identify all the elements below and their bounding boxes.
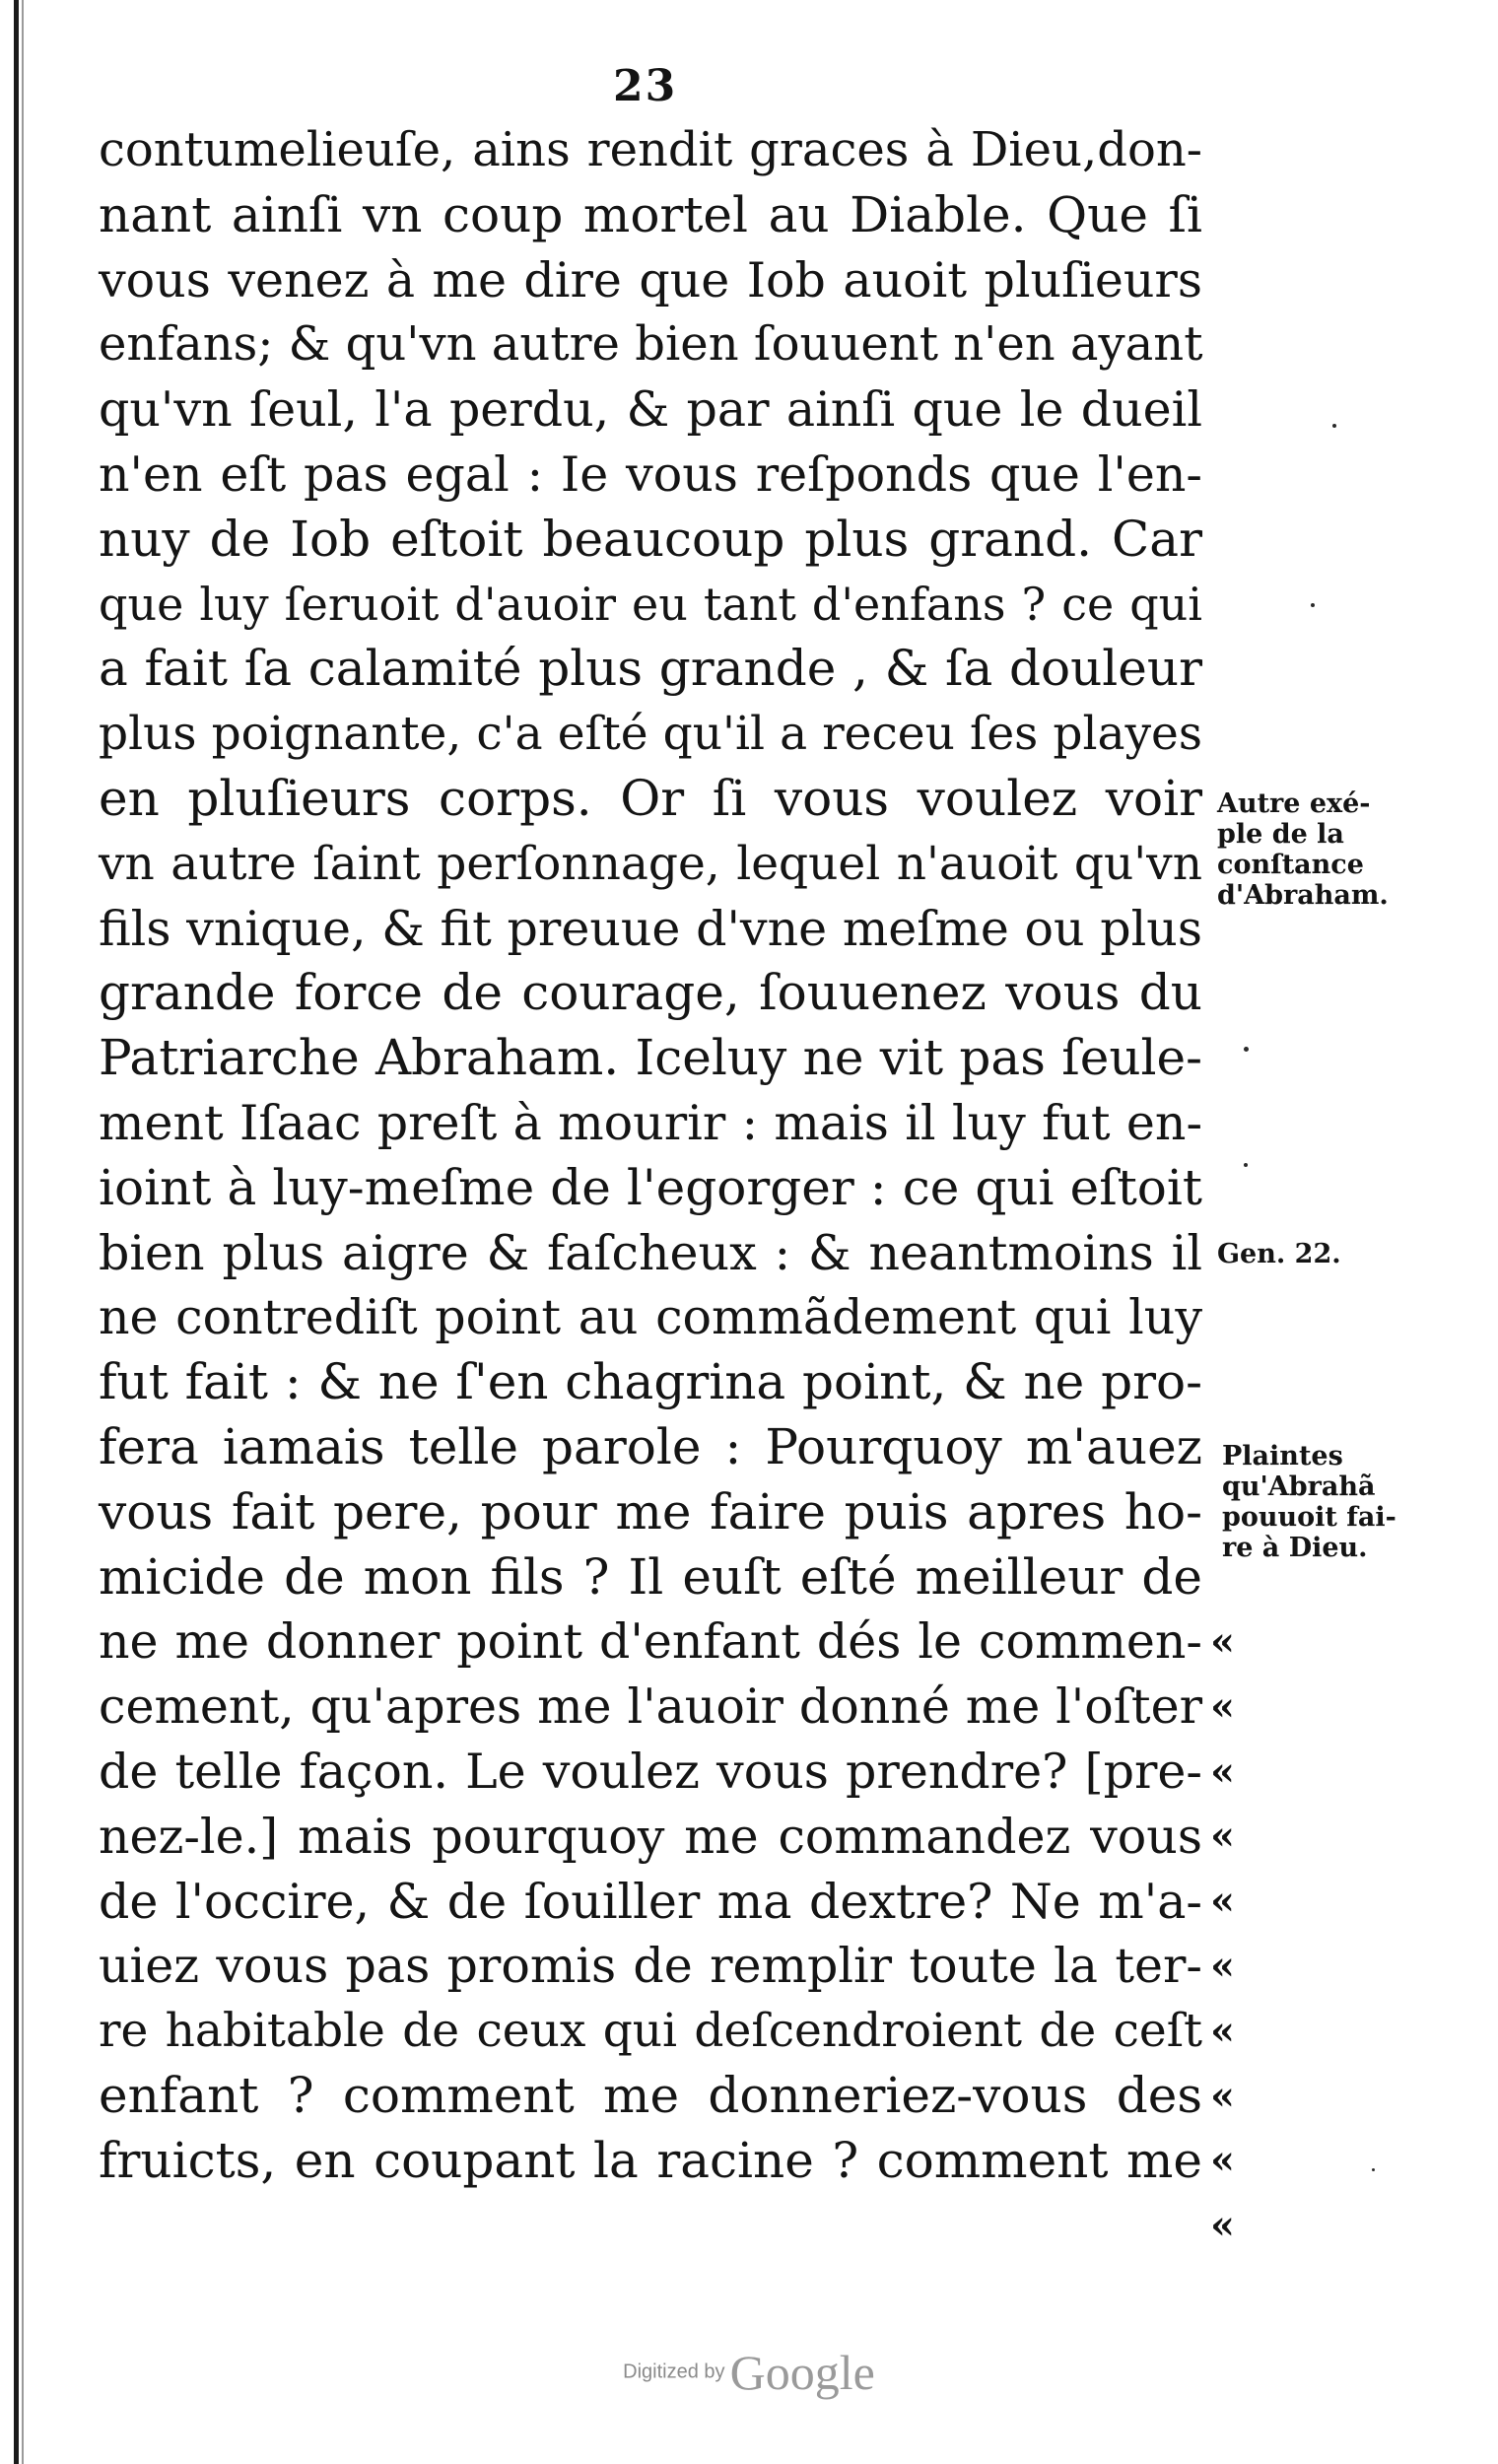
margin-note-line: re à Dieu. (1222, 1533, 1368, 1563)
text-line: fruicts, en coupant la racine ? comment me (99, 2131, 1202, 2189)
quote-mark: « (1210, 1813, 1235, 1860)
quote-mark: « (1210, 2202, 1235, 2249)
quote-mark: « (1210, 2072, 1235, 2119)
margin-note-line: qu'Abrahã (1222, 1472, 1376, 1502)
text-line: que luy ſeruoit d'auoir eu tant d'enfans ? ce qui (99, 577, 1202, 631)
text-line: de telle façon. Le voulez vous prendre? [pre- (99, 1743, 1202, 1800)
digitization-watermark (0, 2344, 1498, 2401)
text-line: en pluſieurs corps. Or ſi vous voulez voir (99, 769, 1202, 827)
ink-speck (1244, 1047, 1249, 1052)
text-line: cement, qu'apres me l'auoir donné me l'oſter (99, 1678, 1202, 1736)
text-line: vous venez à me dire que Iob auoit pluſieurs (99, 251, 1202, 308)
text-line: enfant ? comment me donneriez-vous des (99, 2066, 1202, 2124)
text-line: contumelieuſe, ains rendit graces à Dieu,don- (99, 122, 1202, 177)
text-line: vous fait pere, pour me faire puis apres ho- (99, 1482, 1202, 1540)
text-line: bien plus aigre & faſcheux : & neantmoins il (99, 1224, 1202, 1281)
ink-speck (1332, 424, 1336, 428)
text-line: nuy de Iob eſtoit beaucoup plus grand. Car (99, 510, 1202, 568)
text-line: ment Iſaac preſt à mourir : mais il luy fut en- (99, 1094, 1202, 1151)
text-line: fut fait : & ne ſ'en chagrina point, & ne pro- (99, 1353, 1202, 1411)
text-line: uiez vous pas promis de remplir toute la ter- (99, 1938, 1202, 1995)
text-line: nant ainſi vn coup mortel au Diable. Que ſi (99, 185, 1202, 243)
quote-mark: « (1210, 1942, 1235, 1989)
text-line: vn autre ſaint perſonnage, lequel n'auoit qu'vn (99, 836, 1202, 891)
quote-mark: « (1210, 1747, 1235, 1795)
text-line: n'en eſt pas egal : Ie vous reſponds que l'en- (99, 445, 1202, 503)
google-logo: Google (729, 2345, 875, 2400)
text-line: Patriarche Abraham. Iceluy ne vit pas ſeule- (99, 1029, 1202, 1087)
text-line: qu'vn ſeul, l'a perdu, & par ainſi que le dueil (99, 381, 1202, 439)
text-line: ne contrediſt point au commãdement qui luy (99, 1289, 1202, 1346)
digitized-by-label: Digitized by (623, 2361, 725, 2383)
margin-note-line: Gen. 22. (1217, 1239, 1341, 1269)
page-spine-edge (14, 0, 19, 2464)
text-line: enfans; & qu'vn autre bien ſouuent n'en ayant (99, 316, 1203, 373)
text-line: re habitable de ceux qui deſcendroient de ceſt (99, 2004, 1202, 2059)
ink-speck (1311, 603, 1315, 607)
quotation-mark-column (1210, 118, 1250, 2258)
quote-mark: « (1210, 1682, 1235, 1730)
main-text-block (99, 118, 1202, 2194)
text-line: micide de mon fils ? Il euſt eſté meilleur de (99, 1547, 1202, 1606)
text-line: de l'occire, & de ſouiller ma dextre? Ne m'a- (99, 1873, 1202, 1930)
margin-note-line: Autre exé- (1217, 788, 1371, 819)
margin-note-line: Plaintes (1222, 1441, 1343, 1472)
margin-note-complaints (1222, 1441, 1396, 1563)
quote-mark: « (1210, 2137, 1235, 2184)
text-line: ioint à luy-meſme de l'egorger : ce qui eſtoit (99, 1158, 1202, 1216)
ink-speck (1244, 1163, 1248, 1167)
margin-note-abraham-constance (1217, 788, 1389, 911)
margin-note-line: d'Abraham. (1217, 880, 1389, 911)
margin-note-line: pouuoit fai- (1222, 1502, 1396, 1533)
text-line: a fait ſa calamité plus grande , & ſa douleur (99, 640, 1202, 698)
text-line: grande force de courage, ſouuenez vous du (99, 964, 1202, 1022)
margin-note-line: conſtance (1217, 850, 1364, 880)
text-line: nez-le.] mais pourquoy me commandez vous (99, 1808, 1202, 1865)
margin-note-genesis-reference (1217, 1239, 1341, 1269)
quote-mark: « (1210, 2007, 1235, 2054)
page-number: 23 (613, 61, 678, 111)
quote-mark: « (1210, 1878, 1235, 1925)
text-line: fera iamais telle parole : Pourquoy m'auez (99, 1417, 1202, 1475)
text-line: fils vnique, & fit preuue d'vne meſme ou plus (99, 900, 1202, 957)
quote-mark: « (1210, 1618, 1235, 1665)
margin-note-line: ple de la (1217, 819, 1344, 850)
page-spine-shadow (22, 0, 24, 2464)
text-line: ne me donner point d'enfant dés le commen- (99, 1613, 1202, 1671)
text-line: plus poignante, c'a eſté qu'il a receu ſes playes (99, 707, 1202, 762)
ink-speck (1372, 2168, 1375, 2171)
